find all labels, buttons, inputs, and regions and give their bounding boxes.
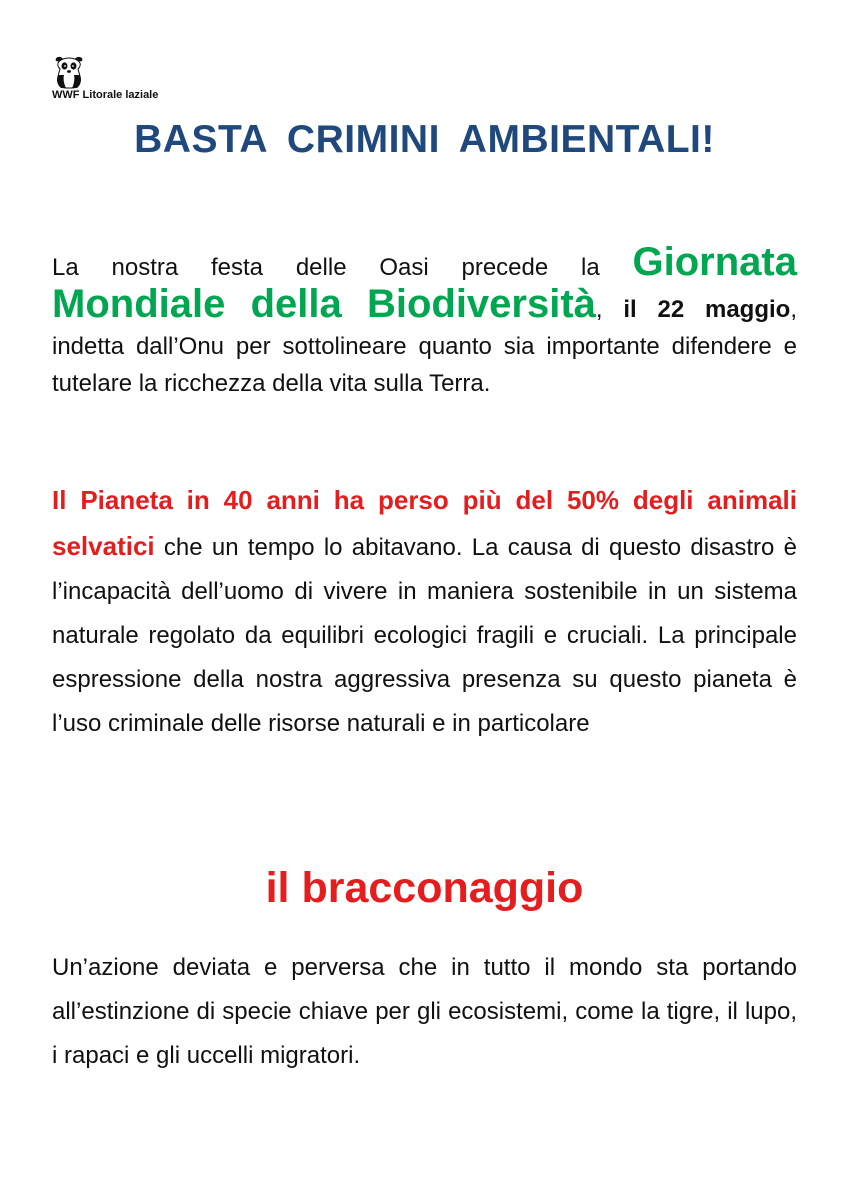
paragraph1-comma: , (595, 296, 624, 323)
page-title: BASTA CRIMINI AMBIENTALI! (134, 118, 715, 161)
panda-icon (52, 55, 86, 89)
paragraph1-intro: La nostra festa delle Oasi precede la (52, 254, 633, 281)
paragraph1-rest: , indetta dall’Onu per sottolineare quanto sia importante difendere e tutelare la ricchezza della vita sulla Terra. (52, 296, 798, 397)
paragraph-wildlife-loss (52, 478, 797, 746)
paragraph-poaching: Un’azione deviata e perversa che in tutto il mondo sta portando all’estinzione di specie chiave per gli ecosistemi, come la tigre, il lupo, i rapaci e gli uccelli migratori. (52, 954, 797, 1069)
wwf-logo (52, 55, 182, 105)
wildlife-loss-highlight: Il Pianeta in 40 anni ha perso più del 50% degli animali selvatici (52, 485, 797, 561)
poaching-heading: il bracconaggio (265, 864, 584, 912)
paragraph-biodiversity-day (52, 240, 798, 402)
biodiversity-day-highlight: Giornata Mondiale della Biodiversità (52, 240, 797, 326)
paragraph2-rest: che un tempo lo abitavano. La causa di questo disastro è l’incapacità dell’uomo di vivere in maniera sostenibile in un sistema naturale regolato da equilibri ecologici fragili e cruciali. La principale espressione della nostra aggressiva presenza su questo pianeta è l’uso criminale delle risorse naturali e in particolare (52, 534, 797, 737)
biodiversity-day-date: il 22 maggio (623, 296, 791, 323)
logo-label (52, 89, 158, 101)
logo-brand: WWF (52, 89, 80, 101)
logo-region: Litorale laziale (82, 89, 159, 101)
